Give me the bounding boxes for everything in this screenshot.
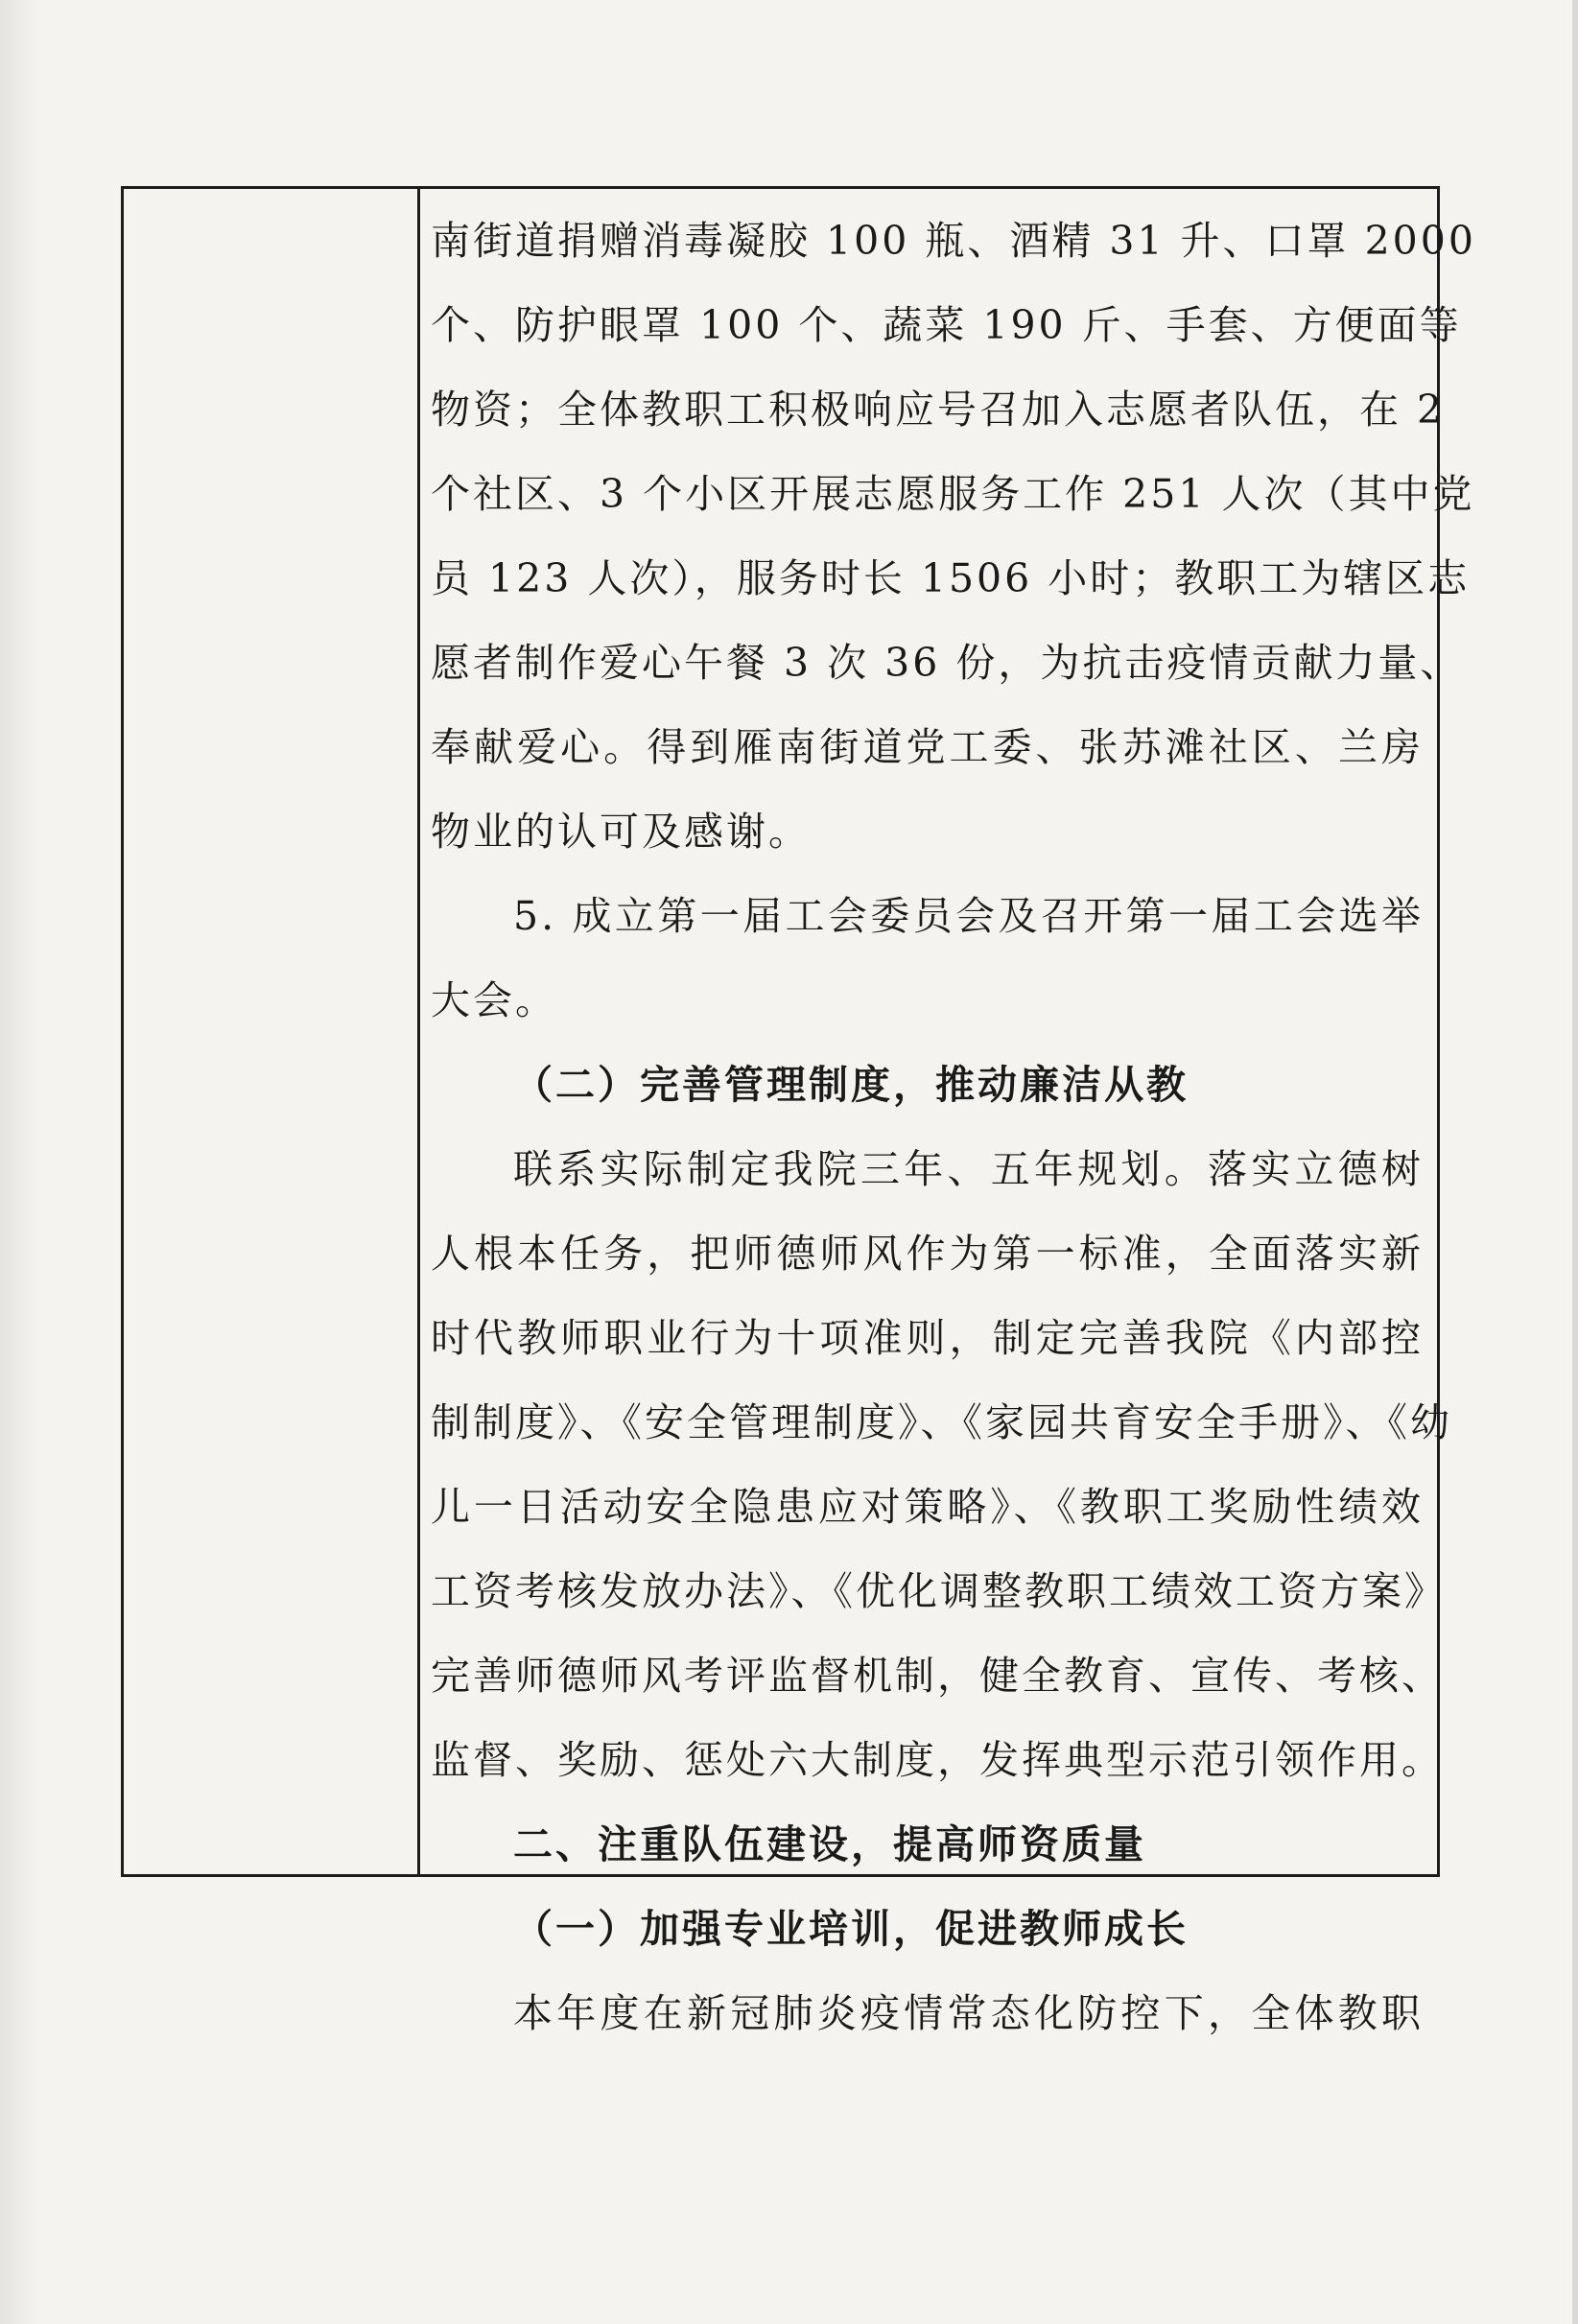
subsection-heading: （二）完善管理制度，推动廉洁从教	[513, 1062, 1189, 1108]
paragraph-line: 个、防护眼罩 100 个、蔬菜 190 斤、手套、方便面等	[431, 302, 1462, 348]
subsection-heading: （一）加强专业培训，促进教师成长	[513, 1906, 1189, 1952]
column-divider	[417, 189, 420, 1874]
page-shadow	[0, 0, 38, 2324]
paragraph-line: 本年度在新冠肺炎疫情常态化防控下，全体教职	[513, 1990, 1424, 2036]
paragraph-line: 制制度》、《安全管理制度》、《家园共育安全手册》、《幼	[431, 1399, 1452, 1445]
report-table	[121, 186, 1476, 2036]
paragraph-line: 监督、奖励、惩处六大制度，发挥典型示范引领作用。	[431, 1737, 1444, 1783]
paragraph-line: 个社区、3 个小区开展志愿服务工作 251 人次（其中党	[431, 471, 1475, 517]
page-edge	[1572, 0, 1578, 2324]
paragraph-line: 员 123 人次），服务时长 1506 小时；教职工为辖区志	[431, 555, 1471, 601]
label-column-cell	[124, 189, 417, 1874]
paragraph-line: 愿者制作爱心午餐 3 次 36 份，为抗击疫情贡献力量、	[431, 640, 1463, 686]
paragraph-line: 工资考核发放办法》、《优化调整教职工绩效工资方案》	[431, 1568, 1447, 1614]
paragraph-line: 物业的认可及感谢。	[431, 809, 811, 855]
paragraph-line: 联系实际制定我院三年、五年规划。落实立德树	[513, 1146, 1424, 1192]
paragraph-line: 奉献爱心。得到雁南街道党工委、张苏滩社区、兰房	[431, 724, 1424, 770]
paragraph-line: 人根本任务，把师德师风作为第一标准，全面落实新	[431, 1231, 1424, 1277]
paragraph-line: 时代教师职业行为十项准则，制定完善我院《内部控	[431, 1315, 1424, 1361]
paragraph-line: 儿一日活动安全隐患应对策略》、《教职工奖励性绩效	[431, 1484, 1424, 1530]
paragraph-line: 物资；全体教职工积极响应号召加入志愿者队伍，在 2	[431, 387, 1446, 433]
paragraph-line: 南街道捐赠消毒凝胶 100 瓶、酒精 31 升、口罩 2000	[431, 218, 1476, 264]
numbered-item-line: 大会。	[431, 977, 557, 1023]
content-column-cell	[431, 199, 1476, 2036]
numbered-item-line: 5. 成立第一届工会委员会及召开第一届工会选举	[513, 893, 1424, 939]
section-heading: 二、注重队伍建设，提高师资质量	[513, 1821, 1146, 1867]
paragraph-line: 完善师德师风考评监督机制，健全教育、宣传、考核、	[431, 1653, 1444, 1699]
